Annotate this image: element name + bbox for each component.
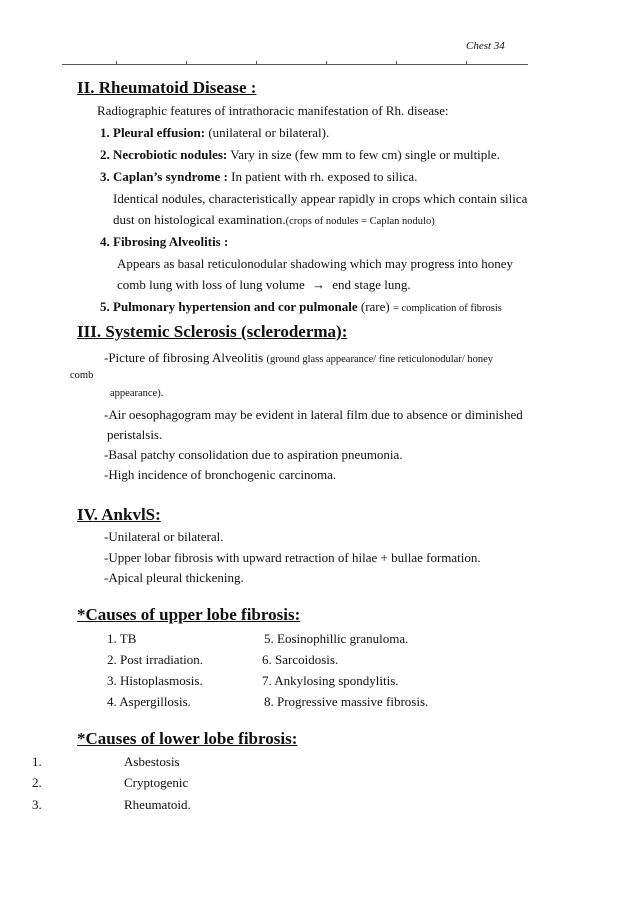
item-3-title: 3. Caplan’s syndrome : [100, 169, 228, 184]
header-rule [62, 64, 528, 65]
item-3-line-3-note: (crops of nodules = Caplan nodulo) [285, 216, 435, 227]
item-4-line-2 [117, 277, 411, 293]
item-4-line-2-end: end stage lung. [332, 277, 411, 292]
item-3-line-2: Identical nodules, characteristically appear rapidly in crops which contain silica [113, 191, 528, 206]
lower-lobe-item: Rheumatoid. [124, 797, 191, 812]
section-3-line-1-wrap: comb [70, 370, 94, 381]
section-3-line-4: -High incidence of bronchogenic carcinoma. [104, 467, 337, 482]
lower-lobe-number: 2. [32, 775, 42, 790]
section-2-heading: II. Rheumatoid Disease : [77, 78, 257, 97]
lower-lobe-number: 1. [32, 754, 42, 769]
section-4-line-1: -Unilateral or bilateral. [104, 529, 224, 544]
upper-lobe-item: 1. TB [107, 631, 137, 646]
section-3-line-1-wrap-2: appearance). [110, 388, 164, 399]
section-4-line-2: -Upper lobar fibrosis with upward retraction of hilae + bullae formation. [104, 550, 481, 565]
item-1-text: (unilateral or bilateral). [208, 125, 330, 140]
item-4-line-1: Appears as basal reticulonodular shadowing which may progress into honey [117, 256, 514, 271]
upper-lobe-item: 8. Progressive massive fibrosis. [264, 694, 429, 709]
section-3-line-1-note: (ground glass appearance/ fine reticulonodular/ honey [266, 354, 494, 365]
section-4-line-3: -Apical pleural thickening. [104, 570, 244, 585]
item-5-text: (rare) [360, 299, 390, 314]
section-3-line-2: -Air oesophagogram may be evident in lateral film due to absence or diminished [104, 407, 523, 422]
rule-tick [396, 61, 397, 65]
rule-tick [466, 61, 467, 65]
item-2-text: Vary in size (few mm to few cm) single or multiple. [230, 147, 500, 162]
item-3 [100, 169, 417, 185]
lower-lobe-item: Asbestosis [124, 754, 180, 769]
item-5-title: 5. Pulmonary hypertension and cor pulmonale [100, 299, 358, 314]
item-1 [100, 125, 329, 141]
rule-tick [256, 61, 257, 65]
lower-lobe-number: 3. [32, 797, 42, 812]
rule-tick [186, 61, 187, 65]
lower-lobe-item: Cryptogenic [124, 775, 189, 790]
item-2 [100, 147, 500, 163]
section-3-line-2-wrap: peristalsis. [107, 427, 163, 442]
section-3-line-1 [104, 350, 493, 366]
arrow-right-icon: → [312, 277, 326, 292]
section-2-intro: Radiographic features of intrathoracic manifestation of Rh. disease: [97, 103, 449, 118]
upper-lobe-item: 4. Aspergillosis. [107, 694, 191, 709]
upper-lobe-item: 6. Sarcoidosis. [262, 652, 339, 667]
section-3-line-3: -Basal patchy consolidation due to aspiration pneumonia. [104, 447, 403, 462]
item-3-line-3 [113, 212, 435, 228]
item-3-text: In patient with rh. exposed to silica. [231, 169, 418, 184]
upper-lobe-heading: *Causes of upper lobe fibrosis: [77, 605, 301, 624]
section-3-line-1-text: -Picture of fibrosing Alveolitis [104, 350, 264, 365]
rule-tick [116, 61, 117, 65]
section-4-heading: IV. AnkvlS: [77, 505, 161, 524]
rule-tick [326, 61, 327, 65]
item-3-line-3-text: dust on histological examination. [113, 212, 286, 227]
page-label: Chest 34 [466, 40, 505, 52]
upper-lobe-item: 3. Histoplasmosis. [107, 673, 203, 688]
item-1-title: 1. Pleural effusion: [100, 125, 206, 140]
upper-lobe-item: 5. Eosinophillic granuloma. [264, 631, 409, 646]
item-4-title: 4. Fibrosing Alveolitis : [100, 234, 229, 249]
item-5 [100, 299, 502, 315]
item-5-note: = complication of fibrosis [392, 303, 502, 314]
section-3-heading: III. Systemic Sclerosis (scleroderma): [77, 322, 348, 341]
item-4-line-2-text: comb lung with loss of lung volume [117, 277, 305, 292]
lower-lobe-heading: *Causes of lower lobe fibrosis: [77, 729, 298, 748]
upper-lobe-item: 7. Ankylosing spondylitis. [262, 673, 399, 688]
upper-lobe-item: 2. Post irradiation. [107, 652, 204, 667]
item-2-title: 2. Necrobiotic nodules: [100, 147, 228, 162]
